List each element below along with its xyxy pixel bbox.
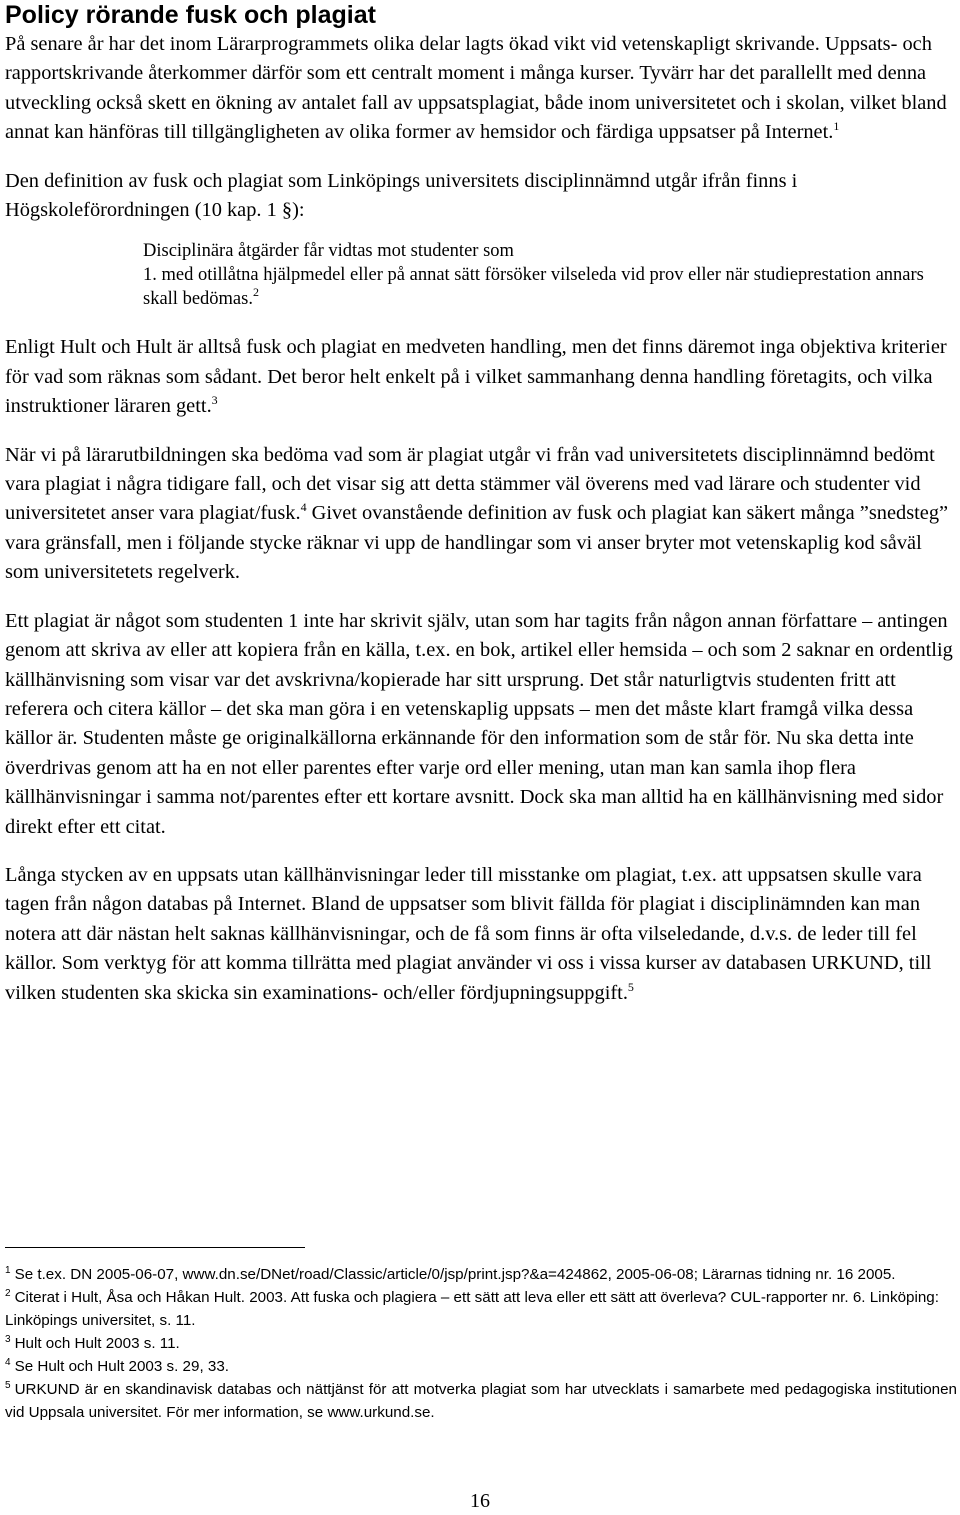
page-number: 16 bbox=[470, 1490, 490, 1512]
footnote-ref-4[interactable]: 4 bbox=[300, 500, 307, 515]
footnote-text: Se Hult och Hult 2003 s. 29, 33. bbox=[14, 1358, 230, 1375]
page-heading: Policy rörande fusk och plagiat bbox=[5, 1, 376, 29]
paragraph-hult-text: Enligt Hult och Hult är alltså fusk och plagiat en medveten handling, men det finns däremot inga objektiva kriterier för vad som räknas som sådant. Det beror helt enkelt på i vilket sammanhang denna handling företagits, och vilka instruktioner läraren gett. bbox=[5, 336, 947, 418]
footnote-ref-1[interactable]: 1 bbox=[833, 119, 840, 134]
footnote-text: Hult och Hult 2003 s. 11. bbox=[14, 1335, 180, 1352]
footnote-separator bbox=[5, 1247, 305, 1248]
footnote-number: 5 bbox=[5, 1380, 11, 1391]
footnote-number: 4 bbox=[5, 1357, 11, 1368]
paragraph-assessment-text-a: När vi på lärarutbildningen ska bedöma vad som är plagiat utgår vi från vad universitetets disciplinnämnd bedömt vara plagiat i några tidigare fall, och det visar sig att detta stämmer väl överens med vad lärare och studenter vid universitetet anser vara plagiat/fusk. bbox=[5, 443, 935, 525]
footnote-text: Se t.ex. DN 2005-06-07, www.dn.se/DNet/road/Classic/article/0/jsp/print.jsp?&a=424862, 2005-06-08; Lärarnas tidning nr. 16 2005. bbox=[14, 1266, 896, 1283]
footnote-4 bbox=[5, 1355, 957, 1378]
paragraph-definition: Den definition av fusk och plagiat som Linköpings universitets disciplinnämnd utgår ifrån finns i Högskoleförordningen (10 kap. 1 §): bbox=[5, 169, 798, 222]
block-quote bbox=[143, 239, 957, 311]
paragraph-assessment-text-b: Givet ovanstående definition av fusk och plagiat kan säkert många ”snedsteg” vara gränsfall, men i följande stycke räknar vi upp de handlingar som vi anser bryter mot vetenskaplig kod såväl som universitetets regelverk. bbox=[5, 502, 949, 584]
footnote-3 bbox=[5, 1332, 957, 1355]
paragraph-assessment bbox=[5, 441, 957, 588]
footnotes bbox=[5, 1263, 957, 1424]
footnote-5 bbox=[5, 1378, 957, 1424]
paragraph-plagiarism-definition: Ett plagiat är något som studenten 1 inte har skrivit själv, utan som har tagits från någon annan författare – antingen genom att skriva av eller att kopiera från en källa, t.ex. en bok, artikel eller hemsida – och som 2 saknar en ordentlig källhänvisning som visar var det avskrivna/kopierade har sitt ursprung. Det står naturligtvis studenten fritt att referera och citera källor – det ska man göra i en vetenskaplig uppsats – men det måste klart framgå vilka dessa källor är. Studenten måste ge originalkällorna erkännande för den information som de står för. Nu ska detta inte överdrivas genom att ha en not eller parentes efter varje ord eller mening, utan man kan samla ihop flera källhänvisningar i samma not/parentes efter ett kortare avsnitt. Dock ska man alltid ha en källhänvisning med sidor direkt efter ett citat. bbox=[5, 609, 953, 838]
document-page bbox=[5, 0, 957, 1008]
paragraph-urkund-text: Långa stycken av en uppsats utan källhänvisningar leder till misstanke om plagiat, t.ex. att uppsatsen skulle vara tagen från någon databas på Internet. Bland de uppsatser som blivit fällda för plagiat i disciplinämnden kan man notera att där nästan helt saknas källhänvisningar, och de få som finns är ofta vilseledande, d.v.s. de leder till fel källor. Som verktyg för att komma tillrätta med plagiat använder vi oss i vissa kurser av databasen URKUND, till vilken studenten ska skicka sin examinations- och/eller fördjupningsuppgift. bbox=[5, 863, 932, 1004]
paragraph-intro-text: På senare år har det inom Lärarprogrammets olika delar lagts ökad vikt vid vetenskapligt skrivande. Uppsats- och rapportskrivande återkommer därför som ett centralt moment i många kurser. Tyvärr har det parallellt med denna utveckling också skett en ökning av antalet fall av uppsatsplagiat, både inom universitetet och i skolan, vilket bland annat kan hänföras till tillgängligheten av olika former av hemsidor och färdiga uppsatser på Internet. bbox=[5, 33, 947, 144]
paragraph-hult bbox=[5, 333, 957, 421]
footnote-ref-2[interactable]: 2 bbox=[252, 285, 259, 300]
footnote-number: 3 bbox=[5, 1334, 11, 1345]
quote-line-2 bbox=[143, 263, 957, 311]
quote-line-1: Disciplinära åtgärder får vidtas mot studenter som bbox=[143, 241, 514, 262]
footnote-text: Citerat i Hult, Åsa och Håkan Hult. 2003. Att fuska och plagiera – ett sätt att leva eller ett sätt att överleva? CUL-rapporter nr. 6. Linköping: Linköpings universitet, s. 11. bbox=[5, 1289, 939, 1329]
footnote-number: 1 bbox=[5, 1265, 11, 1276]
footnote-ref-3[interactable]: 3 bbox=[211, 393, 218, 408]
footnote-text: URKUND är en skandinavisk databas och nättjänst för att motverka plagiat som har utvecklats i samarbete med pedagogiska institutionen vid Uppsala universitet. För mer information, se www.urkund.se. bbox=[5, 1381, 957, 1421]
paragraph-intro bbox=[5, 30, 957, 148]
footnote-1 bbox=[5, 1263, 957, 1286]
footnote-number: 2 bbox=[5, 1288, 11, 1299]
footnote-ref-5[interactable]: 5 bbox=[627, 979, 634, 994]
paragraph-urkund bbox=[5, 861, 957, 1008]
quote-line-2-text: 1. med otillåtna hjälpmedel eller på annat sätt försöker vilseleda vid prov eller när studieprestation annars skall bedömas. bbox=[143, 265, 924, 310]
footnote-2 bbox=[5, 1286, 957, 1332]
